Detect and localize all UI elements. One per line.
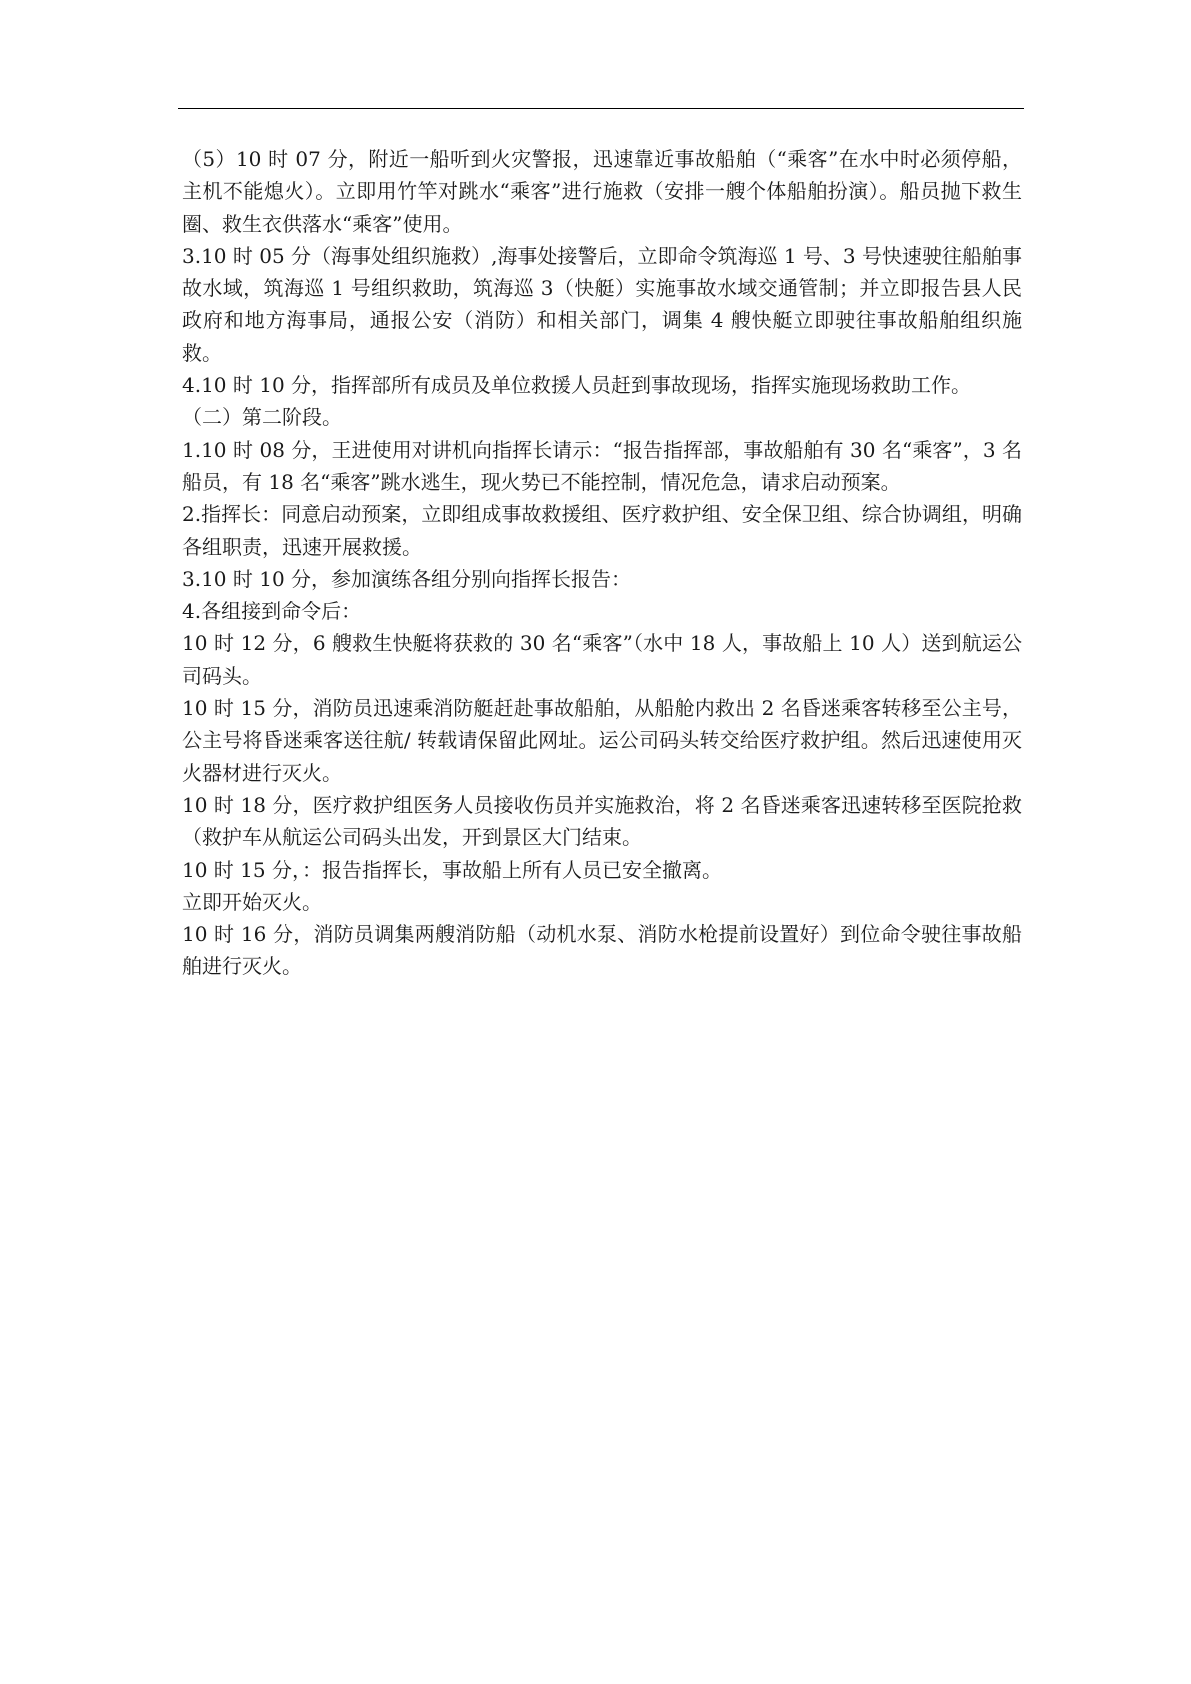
paragraph: 10 时 18 分，医疗救护组医务人员接收伤员并实施救治，将 2 名昏迷乘客迅速转移至医院抢救（救护车从航运公司码头出发，开到景区大门结束。 — [182, 792, 1022, 850]
document-body — [182, 143, 1022, 983]
header-rule — [178, 108, 1024, 109]
paragraph: 10 时 16 分，消防员调集两艘消防船（动机水泵、消防水枪提前设置好）到位命令驶往事故船舶进行灭火。 — [182, 922, 1022, 979]
paragraph: 10 时 12 分，6 艘救生快艇将获救的 30 名“乘客”（水中 18 人，事故船上 10 人）送到航运公司码头。 — [182, 631, 1022, 688]
paragraph: 1.10 时 08 分，王进使用对讲机向指挥长请示：“报告指挥部，事故船舶有 30 名“乘客”，3 名船员，有 18 名“乘客”跳水逃生，现火势已不能控制，情况危急，请求启动预案。 — [182, 437, 1022, 494]
paragraph: 3.10 时 05 分（海事处组织施救）,海事处接警后，立即命令筑海巡 1 号、3 号快速驶往船舶事故水域，筑海巡 1 号组织救助，筑海巡 3（快艇）实施事故水域交通管制；并立即报告县人民政府和地方海事局，通报公安（消防）和相关部门，调集 4 艘快艇立即驶往事故船舶组织施救。 — [182, 243, 1022, 365]
section-heading: （二）第二阶段。 — [182, 405, 342, 430]
paragraph: 4.10 时 10 分，指挥部所有成员及单位救援人员赶到事故现场，指挥实施现场救助工作。 — [182, 373, 972, 398]
paragraph: 4.各组接到命令后： — [182, 599, 362, 624]
paragraph: 2.指挥长：同意启动预案，立即组成事故救援组、医疗救护组、安全保卫组、综合协调组，明确各组职责，迅速开展救援。 — [182, 502, 1022, 559]
paragraph: 10 时 15 分，消防员迅速乘消防艇赶赴事故船舶，从船舱内救出 2 名昏迷乘客转移至公主号，公主号将昏迷乘客送往航/ 转载请保留此网址。运公司码头转交给医疗救护组。然后迅速使用灭火器材进行灭火。 — [182, 696, 1022, 785]
paragraph: 立即开始灭火。 — [182, 889, 322, 914]
paragraph: （5）10 时 07 分，附近一船听到火灾警报，迅速靠近事故船舶（“乘客”在水中时必须停船，主机不能熄火）。立即用竹竿对跳水“乘客”进行施救（安排一艘个体船舶扮演）。船员抛下救生圈、救生衣供落水“乘客”使用。 — [182, 147, 1022, 236]
paragraph: 10 时 15 分，：报告指挥长，事故船上所有人员已安全撤离。 — [182, 857, 722, 882]
paragraph: 3.10 时 10 分，参加演练各组分别向指挥长报告： — [182, 566, 632, 591]
